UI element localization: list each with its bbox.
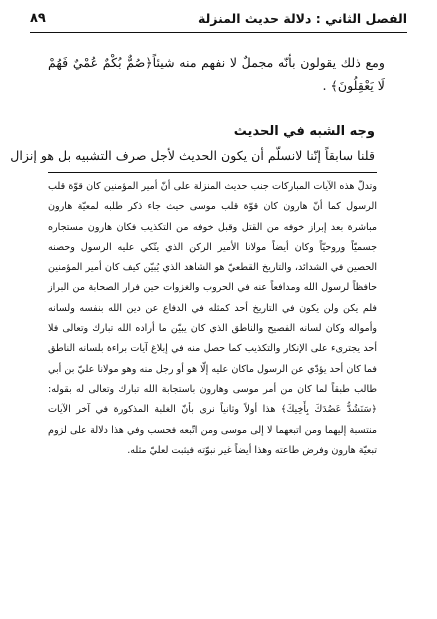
page-header [30, 7, 407, 29]
chapter-title: الفصل الثاني : دلالة حديث المنزلة [198, 10, 407, 26]
section-paragraph: قلنا سابقاً إنّنا لانسلّم أن يكون الحديث لأجل صرف التشبيه بل هو إنزال [10, 148, 375, 163]
paragraph-text: ومع ذلك يقولون بأنّه مجملٌ لا نفهم منه شيئاً﴿صُمٌّ بُكْمٌ عُمْيٌ فَهُمْ لَا يَعْقِلُونَ﴾ . [48, 55, 385, 93]
section-heading: وجه الشبه في الحديث [233, 124, 375, 139]
page-number: ٨٩ [30, 10, 46, 26]
header-divider [30, 32, 407, 33]
footnote-text: وتدلّ هذه الآيات المباركات جنب حديث المنزلة على أنّ أمير المؤمنين كان قوّة قلب الرسول كما أنّ هارون كان قوّة قلب موسى حيث جاء ذكر طلبه لمعيّة هارون مباشرة بعد إبراز خوفه من القتل وقبل خوفه من التكذيب فكان هارون مستجاره جسميّاً وروحيّاً وكان أيضاً مولانا الأمير الركن الذي يتّكي عليه الرسول وحصنه الحصين في الشدائد، والتاريخ القطعيّ هو الشاهد الذي يُبيّن كيف كان أمير المؤمنين حافظاً لرسول الله ومدافعاً عنه في الحروب والغزوات حين فرار الصحابة من البراز فلم يكن ولن يكون في التاريخ أحد كمثله في الدفاع عن دين الله بنفسه ولسانه وأمواله وكان لسانه الفصيح والناطق الذي كان يبيّن ما أراده الله تبارك وتعالى فلا أحد يجترىء على الإنكار والتكذيب كما حصل منه في إبلاغ آيات براءة بلسانه الناطق فما كان أحد يؤدّي عن الرسول ماكان عليه إلّا هو أو رجل منه وهو مولانا عليّ بن أبي طالب طبقاً لما كان من أمر موسى وهارون باستجابة الله تبارك وتعالى له بقوله: ﴿سَنَشُدُّ عَضُدَكَ بِأَخِيكَ﴾ هذا أولاً وثانياً نرى بأنّ الغلبة المذكورة في آخر الآيات منتسبة إليهما ومن اتبعهما لا إلى موسى ومن اتّبعه فحسب وفي هذا دلالة على لزوم تبعيّة هارون وفرض طاعته وهذا أيضاً غير نبوّته فيثبت لعليّ مثله. [48, 181, 377, 456]
footnote [48, 177, 377, 461]
main-paragraph [48, 52, 385, 97]
footnote-divider [48, 172, 377, 173]
